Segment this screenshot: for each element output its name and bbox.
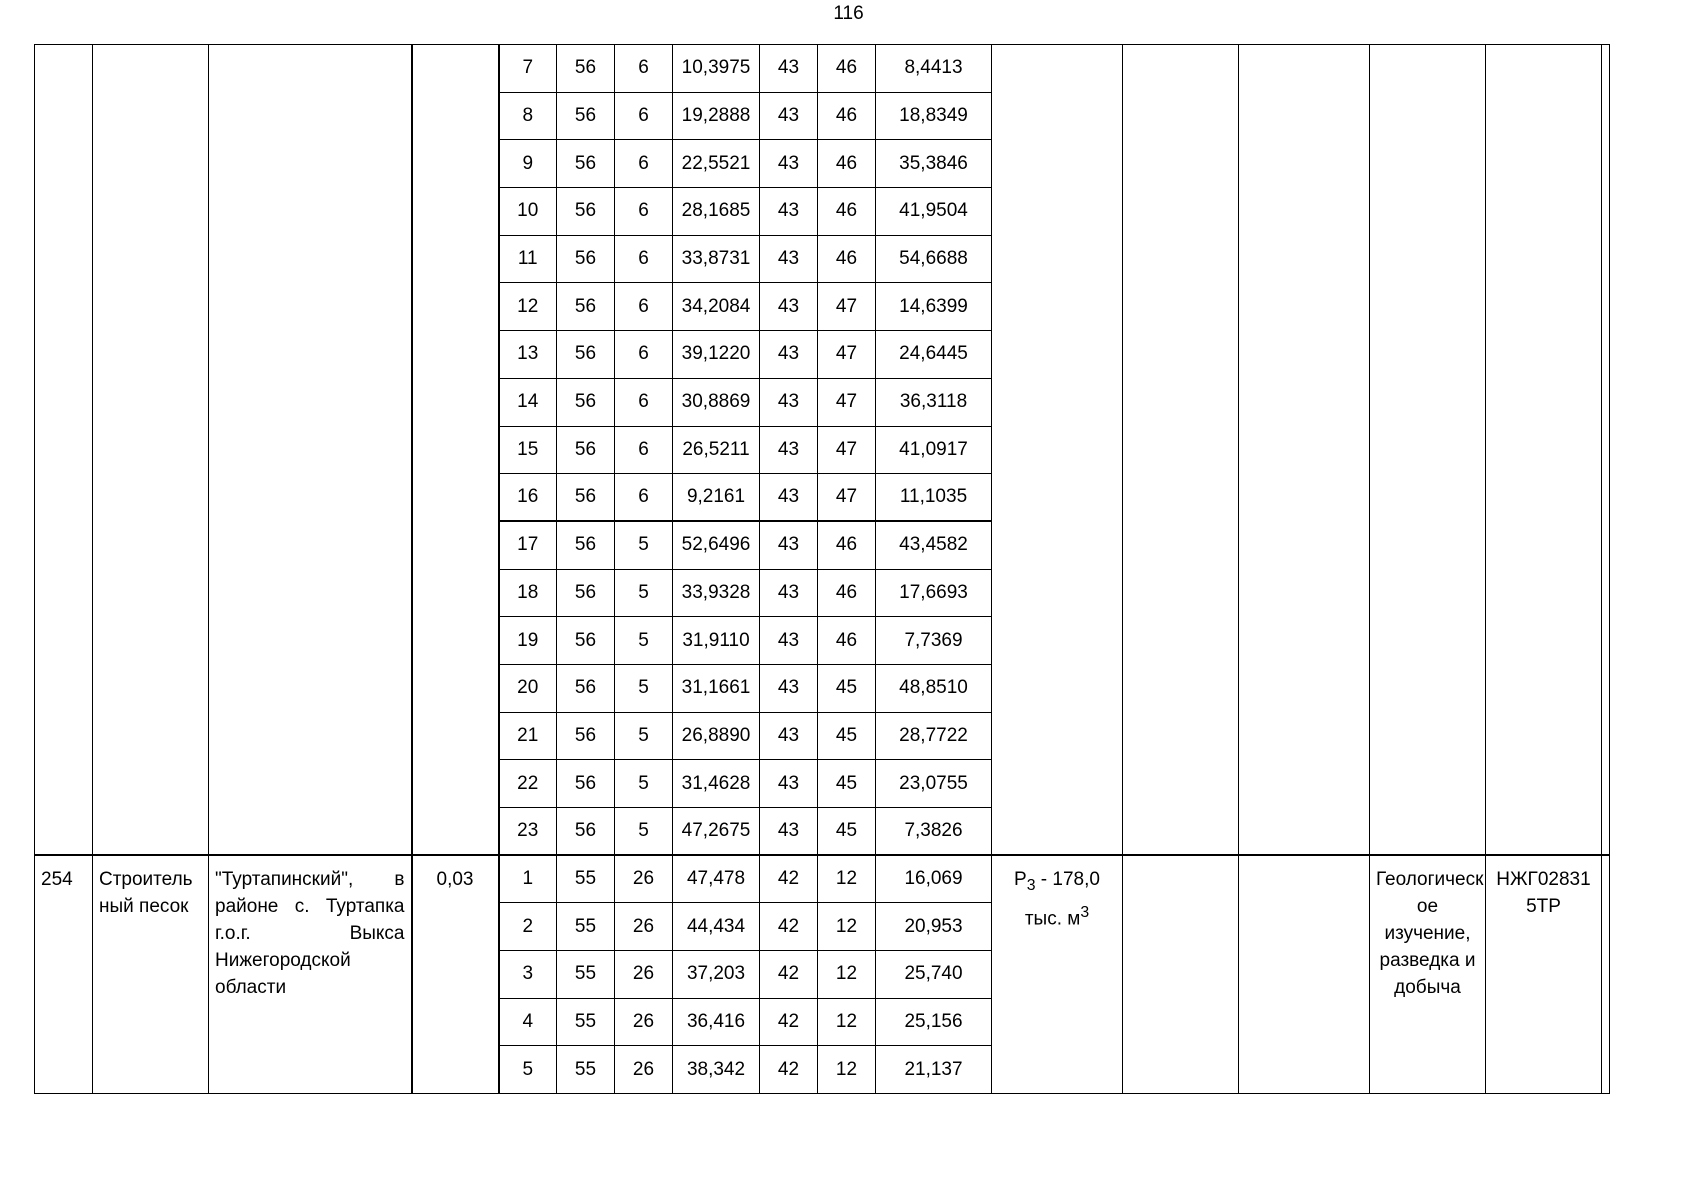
lat-min-cell: 26: [615, 951, 673, 999]
lat-min-cell: 26: [615, 903, 673, 951]
lon-min-cell: 47: [818, 426, 876, 474]
lon-min-cell: 12: [818, 1046, 876, 1094]
lat-sec-cell: 34,2084: [673, 283, 760, 331]
point-number-cell: 14: [499, 378, 557, 426]
lat-min-cell: 6: [615, 92, 673, 140]
lon-sec-cell: 28,7722: [876, 712, 992, 760]
entry-number: 254: [35, 855, 93, 1093]
table-row: [35, 855, 1610, 903]
lat-deg-cell: 56: [557, 664, 615, 712]
lat-deg-cell: 55: [557, 855, 615, 903]
lon-min-cell: 12: [818, 855, 876, 903]
lat-sec-cell: 52,6496: [673, 521, 760, 569]
license-number: НЖГ02831 5ТР: [1486, 855, 1602, 1093]
lat-min-cell: 6: [615, 426, 673, 474]
lon-min-cell: 12: [818, 998, 876, 1046]
lon-min-cell: 46: [818, 569, 876, 617]
lat-deg-cell: 55: [557, 903, 615, 951]
reserves-estimate: [992, 855, 1123, 1093]
lon-min-cell: 12: [818, 951, 876, 999]
lat-min-cell: 6: [615, 188, 673, 236]
lon-sec-cell: 23,0755: [876, 760, 992, 808]
page-number: 116: [833, 3, 864, 24]
lon-sec-cell: 25,156: [876, 998, 992, 1046]
lat-deg-cell: 56: [557, 188, 615, 236]
point-number-cell: 18: [499, 569, 557, 617]
point-number-cell: 13: [499, 331, 557, 379]
lat-sec-cell: 33,9328: [673, 569, 760, 617]
lon-sec-cell: 21,137: [876, 1046, 992, 1094]
lon-deg-cell: 43: [760, 283, 818, 331]
point-number-cell: 15: [499, 426, 557, 474]
lat-min-cell: 6: [615, 283, 673, 331]
point-number-cell: 9: [499, 140, 557, 188]
table-row: [35, 45, 1610, 93]
lat-sec-cell: 19,2888: [673, 92, 760, 140]
lat-min-cell: 5: [615, 808, 673, 856]
license-purpose: Геологическ ое изучение, разведка и добыча: [1370, 855, 1486, 1093]
lon-min-cell: 47: [818, 331, 876, 379]
lon-min-cell: 46: [818, 521, 876, 569]
lat-deg-cell: 56: [557, 617, 615, 665]
extra-cell-3: [1602, 45, 1610, 856]
reserves-unit-power: 3: [1080, 903, 1090, 921]
lon-deg-cell: 42: [760, 903, 818, 951]
lon-sec-cell: 7,3826: [876, 808, 992, 856]
lon-sec-cell: 54,6688: [876, 235, 992, 283]
entry-number-cell: [35, 45, 93, 856]
mineral-name: Строитель ный песок: [93, 855, 209, 1093]
lon-sec-cell: 14,6399: [876, 283, 992, 331]
lon-sec-cell: 17,6693: [876, 569, 992, 617]
lon-deg-cell: 43: [760, 331, 818, 379]
lat-deg-cell: 56: [557, 140, 615, 188]
lon-min-cell: 46: [818, 188, 876, 236]
lat-deg-cell: 56: [557, 569, 615, 617]
lat-sec-cell: 31,1661: [673, 664, 760, 712]
lat-min-cell: 5: [615, 760, 673, 808]
lat-deg-cell: 56: [557, 331, 615, 379]
point-number-cell: 19: [499, 617, 557, 665]
lat-min-cell: 6: [615, 235, 673, 283]
point-number-cell: 21: [499, 712, 557, 760]
lat-sec-cell: 37,203: [673, 951, 760, 999]
extra-cell-1: [1123, 855, 1239, 1093]
lon-deg-cell: 43: [760, 521, 818, 569]
lon-deg-cell: 42: [760, 855, 818, 903]
lon-sec-cell: 20,953: [876, 903, 992, 951]
lat-min-cell: 5: [615, 569, 673, 617]
lat-min-cell: 6: [615, 45, 673, 93]
lon-min-cell: 46: [818, 140, 876, 188]
lon-sec-cell: 8,4413: [876, 45, 992, 93]
lat-min-cell: 5: [615, 521, 673, 569]
reserves-category-index: 3: [1026, 876, 1036, 894]
lon-sec-cell: 18,8349: [876, 92, 992, 140]
lon-sec-cell: 25,740: [876, 951, 992, 999]
lon-sec-cell: 24,6445: [876, 331, 992, 379]
lon-deg-cell: 43: [760, 378, 818, 426]
point-number-cell: 1: [499, 855, 557, 903]
lon-min-cell: 47: [818, 378, 876, 426]
reserves-category: P: [1014, 869, 1027, 891]
lat-sec-cell: 26,8890: [673, 712, 760, 760]
extra-cell-2: [1239, 45, 1370, 856]
lon-deg-cell: 43: [760, 140, 818, 188]
lon-deg-cell: 43: [760, 712, 818, 760]
lat-deg-cell: 55: [557, 1046, 615, 1094]
lat-sec-cell: 31,4628: [673, 760, 760, 808]
lat-sec-cell: 47,478: [673, 855, 760, 903]
point-number-cell: 5: [499, 1046, 557, 1094]
lat-deg-cell: 56: [557, 92, 615, 140]
reserves-cell: [992, 45, 1123, 856]
lon-min-cell: 45: [818, 808, 876, 856]
point-number-cell: 20: [499, 664, 557, 712]
lon-deg-cell: 43: [760, 92, 818, 140]
mineral-cell: [93, 45, 209, 856]
point-number-cell: 12: [499, 283, 557, 331]
point-number-cell: 7: [499, 45, 557, 93]
lon-min-cell: 47: [818, 283, 876, 331]
lat-deg-cell: 56: [557, 712, 615, 760]
lon-sec-cell: 11,1035: [876, 474, 992, 522]
lat-sec-cell: 22,5521: [673, 140, 760, 188]
lat-sec-cell: 28,1685: [673, 188, 760, 236]
lon-deg-cell: 43: [760, 474, 818, 522]
lat-sec-cell: 47,2675: [673, 808, 760, 856]
lat-deg-cell: 56: [557, 521, 615, 569]
deposits-table: [34, 44, 1610, 1094]
lat-min-cell: 5: [615, 712, 673, 760]
point-number-cell: 8: [499, 92, 557, 140]
lon-sec-cell: 36,3118: [876, 378, 992, 426]
lon-deg-cell: 43: [760, 569, 818, 617]
lon-deg-cell: 43: [760, 808, 818, 856]
lat-min-cell: 6: [615, 474, 673, 522]
extra-cell-1: [1123, 45, 1239, 856]
lat-sec-cell: 26,5211: [673, 426, 760, 474]
lat-deg-cell: 55: [557, 998, 615, 1046]
lon-min-cell: 46: [818, 617, 876, 665]
lat-min-cell: 5: [615, 664, 673, 712]
lat-deg-cell: 56: [557, 808, 615, 856]
lat-min-cell: 6: [615, 378, 673, 426]
lat-deg-cell: 56: [557, 283, 615, 331]
lon-deg-cell: 43: [760, 617, 818, 665]
lat-sec-cell: 9,2161: [673, 474, 760, 522]
point-number-cell: 4: [499, 998, 557, 1046]
lat-deg-cell: 56: [557, 426, 615, 474]
lat-min-cell: 6: [615, 140, 673, 188]
lon-sec-cell: 41,0917: [876, 426, 992, 474]
lat-min-cell: 5: [615, 617, 673, 665]
lon-min-cell: 45: [818, 760, 876, 808]
lat-min-cell: 6: [615, 331, 673, 379]
point-number-cell: 23: [499, 808, 557, 856]
lon-min-cell: 45: [818, 712, 876, 760]
lon-sec-cell: 43,4582: [876, 521, 992, 569]
lon-deg-cell: 42: [760, 951, 818, 999]
lon-min-cell: 47: [818, 474, 876, 522]
lat-sec-cell: 36,416: [673, 998, 760, 1046]
lon-deg-cell: 42: [760, 998, 818, 1046]
lon-deg-cell: 42: [760, 1046, 818, 1094]
lat-sec-cell: 33,8731: [673, 235, 760, 283]
lon-deg-cell: 43: [760, 45, 818, 93]
point-number-cell: 2: [499, 903, 557, 951]
lon-sec-cell: 16,069: [876, 855, 992, 903]
lat-deg-cell: 56: [557, 474, 615, 522]
purpose-cell: [1370, 45, 1486, 856]
lon-min-cell: 12: [818, 903, 876, 951]
point-number-cell: 3: [499, 951, 557, 999]
lon-deg-cell: 43: [760, 760, 818, 808]
lat-sec-cell: 30,8869: [673, 378, 760, 426]
lat-sec-cell: 38,342: [673, 1046, 760, 1094]
lon-deg-cell: 43: [760, 188, 818, 236]
point-number-cell: 22: [499, 760, 557, 808]
lat-min-cell: 26: [615, 1046, 673, 1094]
lon-deg-cell: 43: [760, 426, 818, 474]
lon-sec-cell: 41,9504: [876, 188, 992, 236]
lon-min-cell: 46: [818, 45, 876, 93]
location-cell: [209, 45, 412, 856]
lat-deg-cell: 56: [557, 378, 615, 426]
lon-min-cell: 46: [818, 235, 876, 283]
lon-min-cell: 45: [818, 664, 876, 712]
point-number-cell: 10: [499, 188, 557, 236]
lat-sec-cell: 31,9110: [673, 617, 760, 665]
area-cell: [412, 45, 499, 856]
lat-sec-cell: 39,1220: [673, 331, 760, 379]
lon-sec-cell: 35,3846: [876, 140, 992, 188]
point-number-cell: 11: [499, 235, 557, 283]
lat-min-cell: 26: [615, 855, 673, 903]
lat-sec-cell: 44,434: [673, 903, 760, 951]
extra-cell-3: [1602, 855, 1610, 1093]
lon-sec-cell: 7,7369: [876, 617, 992, 665]
lon-deg-cell: 43: [760, 664, 818, 712]
point-number-cell: 16: [499, 474, 557, 522]
point-number-cell: 17: [499, 521, 557, 569]
reserves-amount: - 178,0 тыс. м: [1024, 869, 1100, 930]
lat-deg-cell: 55: [557, 951, 615, 999]
lat-sec-cell: 10,3975: [673, 45, 760, 93]
license-cell: [1486, 45, 1602, 856]
extra-cell-2: [1239, 855, 1370, 1093]
lat-deg-cell: 56: [557, 235, 615, 283]
lon-min-cell: 46: [818, 92, 876, 140]
lat-min-cell: 26: [615, 998, 673, 1046]
lon-sec-cell: 48,8510: [876, 664, 992, 712]
lat-deg-cell: 56: [557, 45, 615, 93]
deposit-area: 0,03: [412, 855, 499, 1093]
lat-deg-cell: 56: [557, 760, 615, 808]
deposit-location: "Туртапинский", в районе с. Туртапка г.о.г. Выкса Нижегородской области: [209, 855, 412, 1093]
lon-deg-cell: 43: [760, 235, 818, 283]
